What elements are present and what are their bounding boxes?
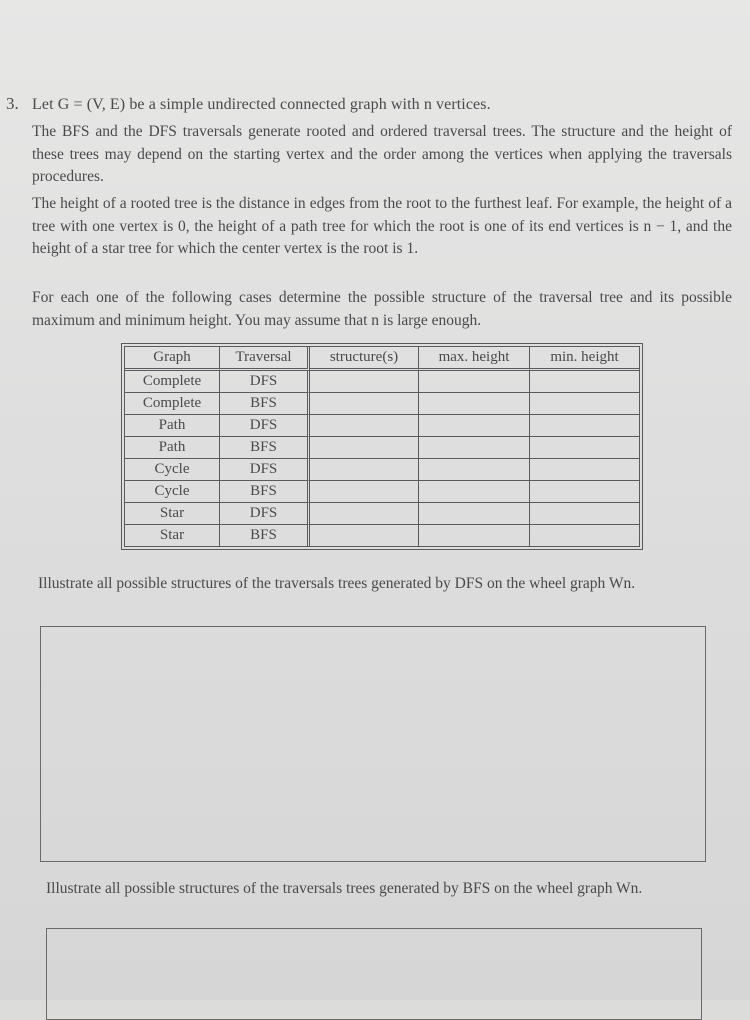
graph-cell: Complete [125, 393, 220, 415]
max-height-cell[interactable] [419, 437, 530, 459]
structure-cell[interactable] [310, 415, 419, 437]
traversal-cell: BFS [220, 525, 310, 546]
paragraph-tree-height: The height of a rooted tree is the distance in edges from the root to the furthest leaf. For example, the height of a tree with one vertex is 0, the height of a path tree for which the root is one of its end vertices is n − 1, and the height of a star tree for which the center vertex is the root is 1. [32, 195, 732, 257]
table-row [125, 525, 639, 546]
answer-box-bfs[interactable] [46, 928, 702, 1020]
answer-box-dfs[interactable] [40, 626, 706, 862]
graph-cell: Star [125, 503, 220, 525]
cases-table [124, 346, 640, 547]
traversal-cell: DFS [220, 459, 310, 481]
min-height-cell[interactable] [530, 371, 639, 393]
paragraph-instructions: For each one of the following cases determine the possible structure of the traversal tree and its possible maximum and minimum height. You may assume that n is large enough. [32, 289, 732, 329]
header-min-height: min. height [530, 347, 639, 371]
header-graph: Graph [125, 347, 220, 371]
traversal-cell: DFS [220, 503, 310, 525]
graph-cell: Path [125, 437, 220, 459]
min-height-cell[interactable] [530, 437, 639, 459]
table-row [125, 393, 639, 415]
question-intro: Let G = (V, E) be a simple undirected connected graph with n vertices. [32, 96, 491, 113]
max-height-cell[interactable] [419, 371, 530, 393]
min-height-cell[interactable] [530, 525, 639, 546]
max-height-cell[interactable] [419, 525, 530, 546]
traversal-cell: BFS [220, 393, 310, 415]
max-height-cell[interactable] [419, 415, 530, 437]
structure-cell[interactable] [310, 481, 419, 503]
graph-cell: Star [125, 525, 220, 546]
structure-cell[interactable] [310, 459, 419, 481]
prompt-dfs-wheel: Illustrate all possible structures of the traversals trees generated by DFS on the wheel graph Wn. [38, 575, 636, 592]
min-height-cell[interactable] [530, 393, 639, 415]
min-height-cell[interactable] [530, 503, 639, 525]
header-max-height: max. height [419, 347, 530, 371]
question-number: 3. [6, 94, 19, 113]
graph-cell: Path [125, 415, 220, 437]
structure-cell[interactable] [310, 503, 419, 525]
graph-cell: Cycle [125, 459, 220, 481]
header-structures: structure(s) [310, 347, 419, 371]
max-height-cell[interactable] [419, 481, 530, 503]
max-height-cell[interactable] [419, 393, 530, 415]
graph-cell: Cycle [125, 481, 220, 503]
traversal-cell: BFS [220, 437, 310, 459]
min-height-cell[interactable] [530, 459, 639, 481]
table-row [125, 415, 639, 437]
max-height-cell[interactable] [419, 503, 530, 525]
min-height-cell[interactable] [530, 415, 639, 437]
structure-cell[interactable] [310, 437, 419, 459]
table-row [125, 459, 639, 481]
table-row [125, 503, 639, 525]
header-traversal: Traversal [220, 347, 310, 371]
traversal-cell: DFS [220, 371, 310, 393]
paragraph-traversal-trees: The BFS and the DFS traversals generate rooted and ordered traversal trees. The structure and the height of these trees may depend on the starting vertex and the order among the vertices when applying the traversals procedures. [32, 123, 732, 185]
structure-cell[interactable] [310, 393, 419, 415]
traversal-cell: DFS [220, 415, 310, 437]
table-header-row [125, 347, 639, 371]
traversal-cell: BFS [220, 481, 310, 503]
structure-cell[interactable] [310, 371, 419, 393]
graph-cell: Complete [125, 371, 220, 393]
prompt-bfs-wheel: Illustrate all possible structures of the traversals trees generated by BFS on the wheel graph Wn. [46, 880, 643, 897]
table-row [125, 481, 639, 503]
max-height-cell[interactable] [419, 459, 530, 481]
table-row [125, 437, 639, 459]
structure-cell[interactable] [310, 525, 419, 546]
min-height-cell[interactable] [530, 481, 639, 503]
table-row [125, 371, 639, 393]
